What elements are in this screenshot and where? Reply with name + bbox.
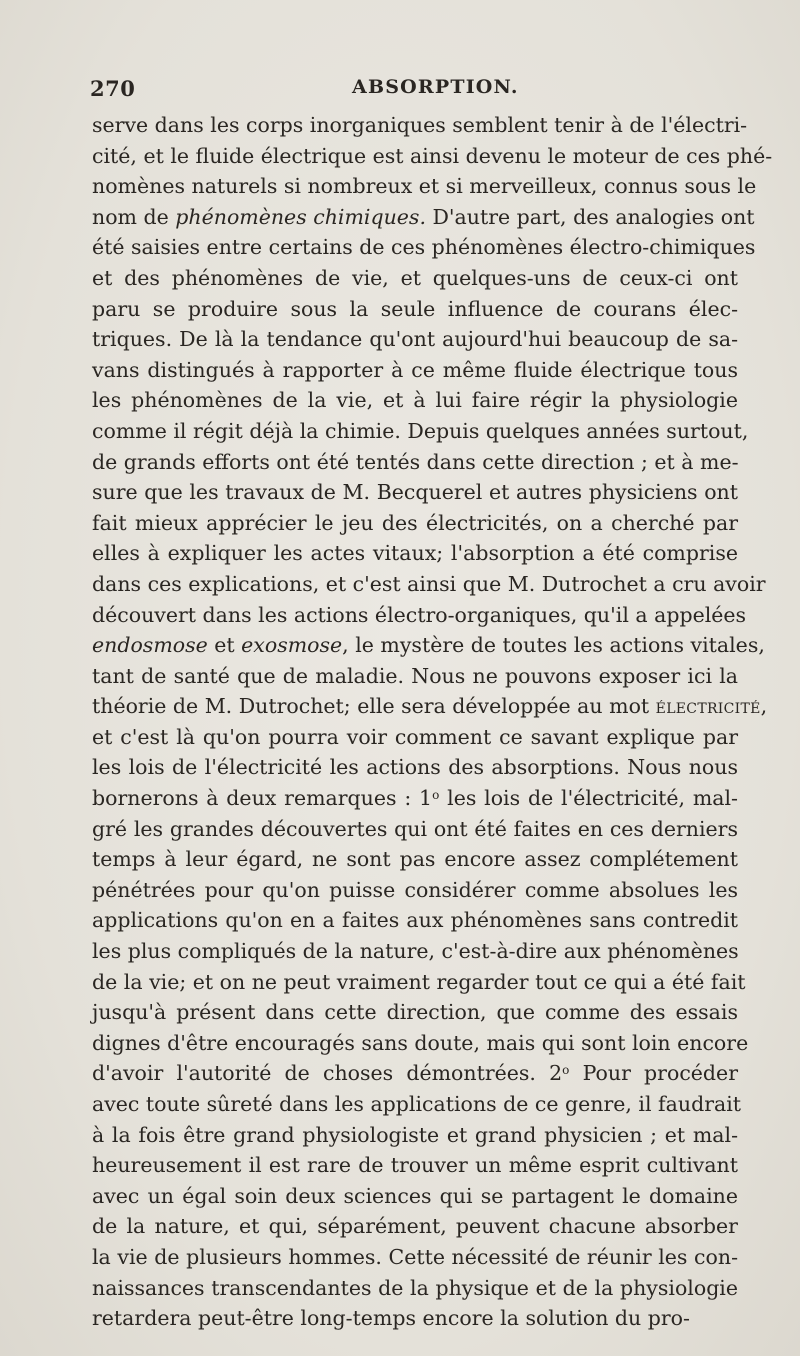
italic-term: endosmose — [92, 633, 208, 658]
text-line: applications qu'on en a faites aux phénomènes sans contredit — [92, 908, 738, 933]
text-line: naissances transcendantes de la physique et de la physiologie — [92, 1275, 738, 1300]
text-line: comme il régit déjà la chimie. Depuis quelques années surtout, — [92, 418, 749, 443]
text-line: temps à leur égard, ne sont pas encore assez complétement — [92, 847, 738, 872]
text-segment: théorie de M. Dutrochet; elle sera développée au mot — [92, 694, 656, 719]
text-line: de grands efforts ont été tentés dans cette direction ; et à me- — [92, 449, 739, 474]
text-segment: d'avoir l'autorité de choses démontrées. 2 — [92, 1061, 563, 1086]
ordinal-superscript: o — [432, 788, 440, 803]
text-line: pénétrées pour qu'on puisse considérer comme absolues les — [92, 877, 738, 902]
text-line: nomènes naturels si nombreux et si merveilleux, connus sous le — [92, 174, 757, 199]
text-line: elles à expliquer les actes vitaux; l'absorption a été comprise — [92, 541, 738, 566]
text-segment: , — [760, 694, 768, 719]
text-line: jusqu'à présent dans cette direction, que comme des essais — [92, 1000, 738, 1025]
text-line: serve dans les corps inorganiques semblent tenir à de l'électri- — [92, 113, 748, 137]
text-line: retardera peut-être long-temps encore la solution du pro- — [92, 1306, 690, 1331]
italic-term: phénomènes chimiques. — [175, 204, 426, 229]
text-segment: , le mystère de toutes les actions vitales, — [342, 633, 765, 658]
text-line: avec un égal soin deux sciences qui se partagent le domaine — [92, 1183, 738, 1208]
text-line: et des phénomènes de vie, et quelques-uns de ceux-ci ont — [92, 265, 738, 290]
text-segment: les lois de l'électricité, mal- — [439, 786, 738, 811]
text-line — [92, 630, 765, 661]
text-line — [92, 202, 755, 233]
text-line — [92, 691, 768, 722]
text-segment: bornerons à deux remarques : 1 — [92, 786, 433, 811]
text-line: découvert dans les actions électro-organiques, qu'il a appelées — [92, 602, 747, 627]
text-line: les plus compliqués de la nature, c'est-à-dire aux phénomènes — [92, 939, 739, 964]
text-line: dans ces explications, et c'est ainsi que M. Dutrochet a cru avoir — [92, 571, 766, 596]
text-line: à la fois être grand physiologiste et grand physicien ; et mal- — [92, 1122, 738, 1147]
text-line — [92, 783, 738, 814]
text-line: la vie de plusieurs hommes. Cette nécessité de réunir les con- — [92, 1244, 738, 1269]
text-segment: D'autre part, des analogies ont — [425, 204, 755, 229]
text-line: triques. De là la tendance qu'ont aujourd'hui beaucoup de sa- — [92, 327, 738, 352]
italic-term: exosmose — [241, 633, 343, 658]
text-line — [92, 1058, 738, 1089]
text-line: et c'est là qu'on pourra voir comment ce savant explique par — [92, 724, 738, 749]
page-header — [90, 76, 738, 106]
text-segment: nom de — [92, 204, 176, 229]
text-line: les phénomènes de la vie, et à lui faire régir la physiologie — [92, 388, 738, 413]
text-line: paru se produire sous la seule influence de courans élec- — [92, 296, 738, 321]
text-line: fait mieux apprécier le jeu des électricités, on a cherché par — [92, 510, 738, 535]
text-line: heureusement il est rare de trouver un même esprit cultivant — [92, 1153, 738, 1178]
text-line: de la nature, et qui, séparément, peuvent chacune absorber — [92, 1214, 738, 1239]
text-line: été saisies entre certains de ces phénomènes électro-chimiques — [92, 235, 756, 260]
text-segment: et — [207, 633, 242, 658]
running-title: ABSORPTION. — [352, 76, 519, 98]
text-line: avec toute sûreté dans les applications de ce genre, il faudrait — [92, 1092, 742, 1116]
body-text — [92, 110, 773, 1334]
small-caps-term: ÉLECTRICITÉ — [655, 701, 761, 718]
page-number: 270 — [90, 76, 136, 101]
text-line: de la vie; et on ne peut vraiment regarder tout ce qui a été fait — [92, 969, 746, 994]
text-segment: Pour procéder — [569, 1061, 738, 1086]
text-line: les lois de l'électricité les actions des absorptions. Nous nous — [92, 755, 738, 780]
text-line: cité, et le fluide électrique est ainsi devenu le moteur de ces phé- — [92, 143, 773, 168]
text-line: sure que les travaux de M. Becquerel et autres physiciens ont — [92, 480, 738, 505]
ordinal-superscript: o — [562, 1063, 570, 1078]
text-line: dignes d'être encouragés sans doute, mais qui sont loin encore — [92, 1030, 749, 1055]
text-line: vans distingués à rapporter à ce même fluide électrique tous — [92, 357, 738, 382]
text-line: gré les grandes découvertes qui ont été faites en ces derniers — [92, 816, 738, 841]
text-line: tant de santé que de maladie. Nous ne pouvons exposer ici la — [92, 663, 738, 688]
